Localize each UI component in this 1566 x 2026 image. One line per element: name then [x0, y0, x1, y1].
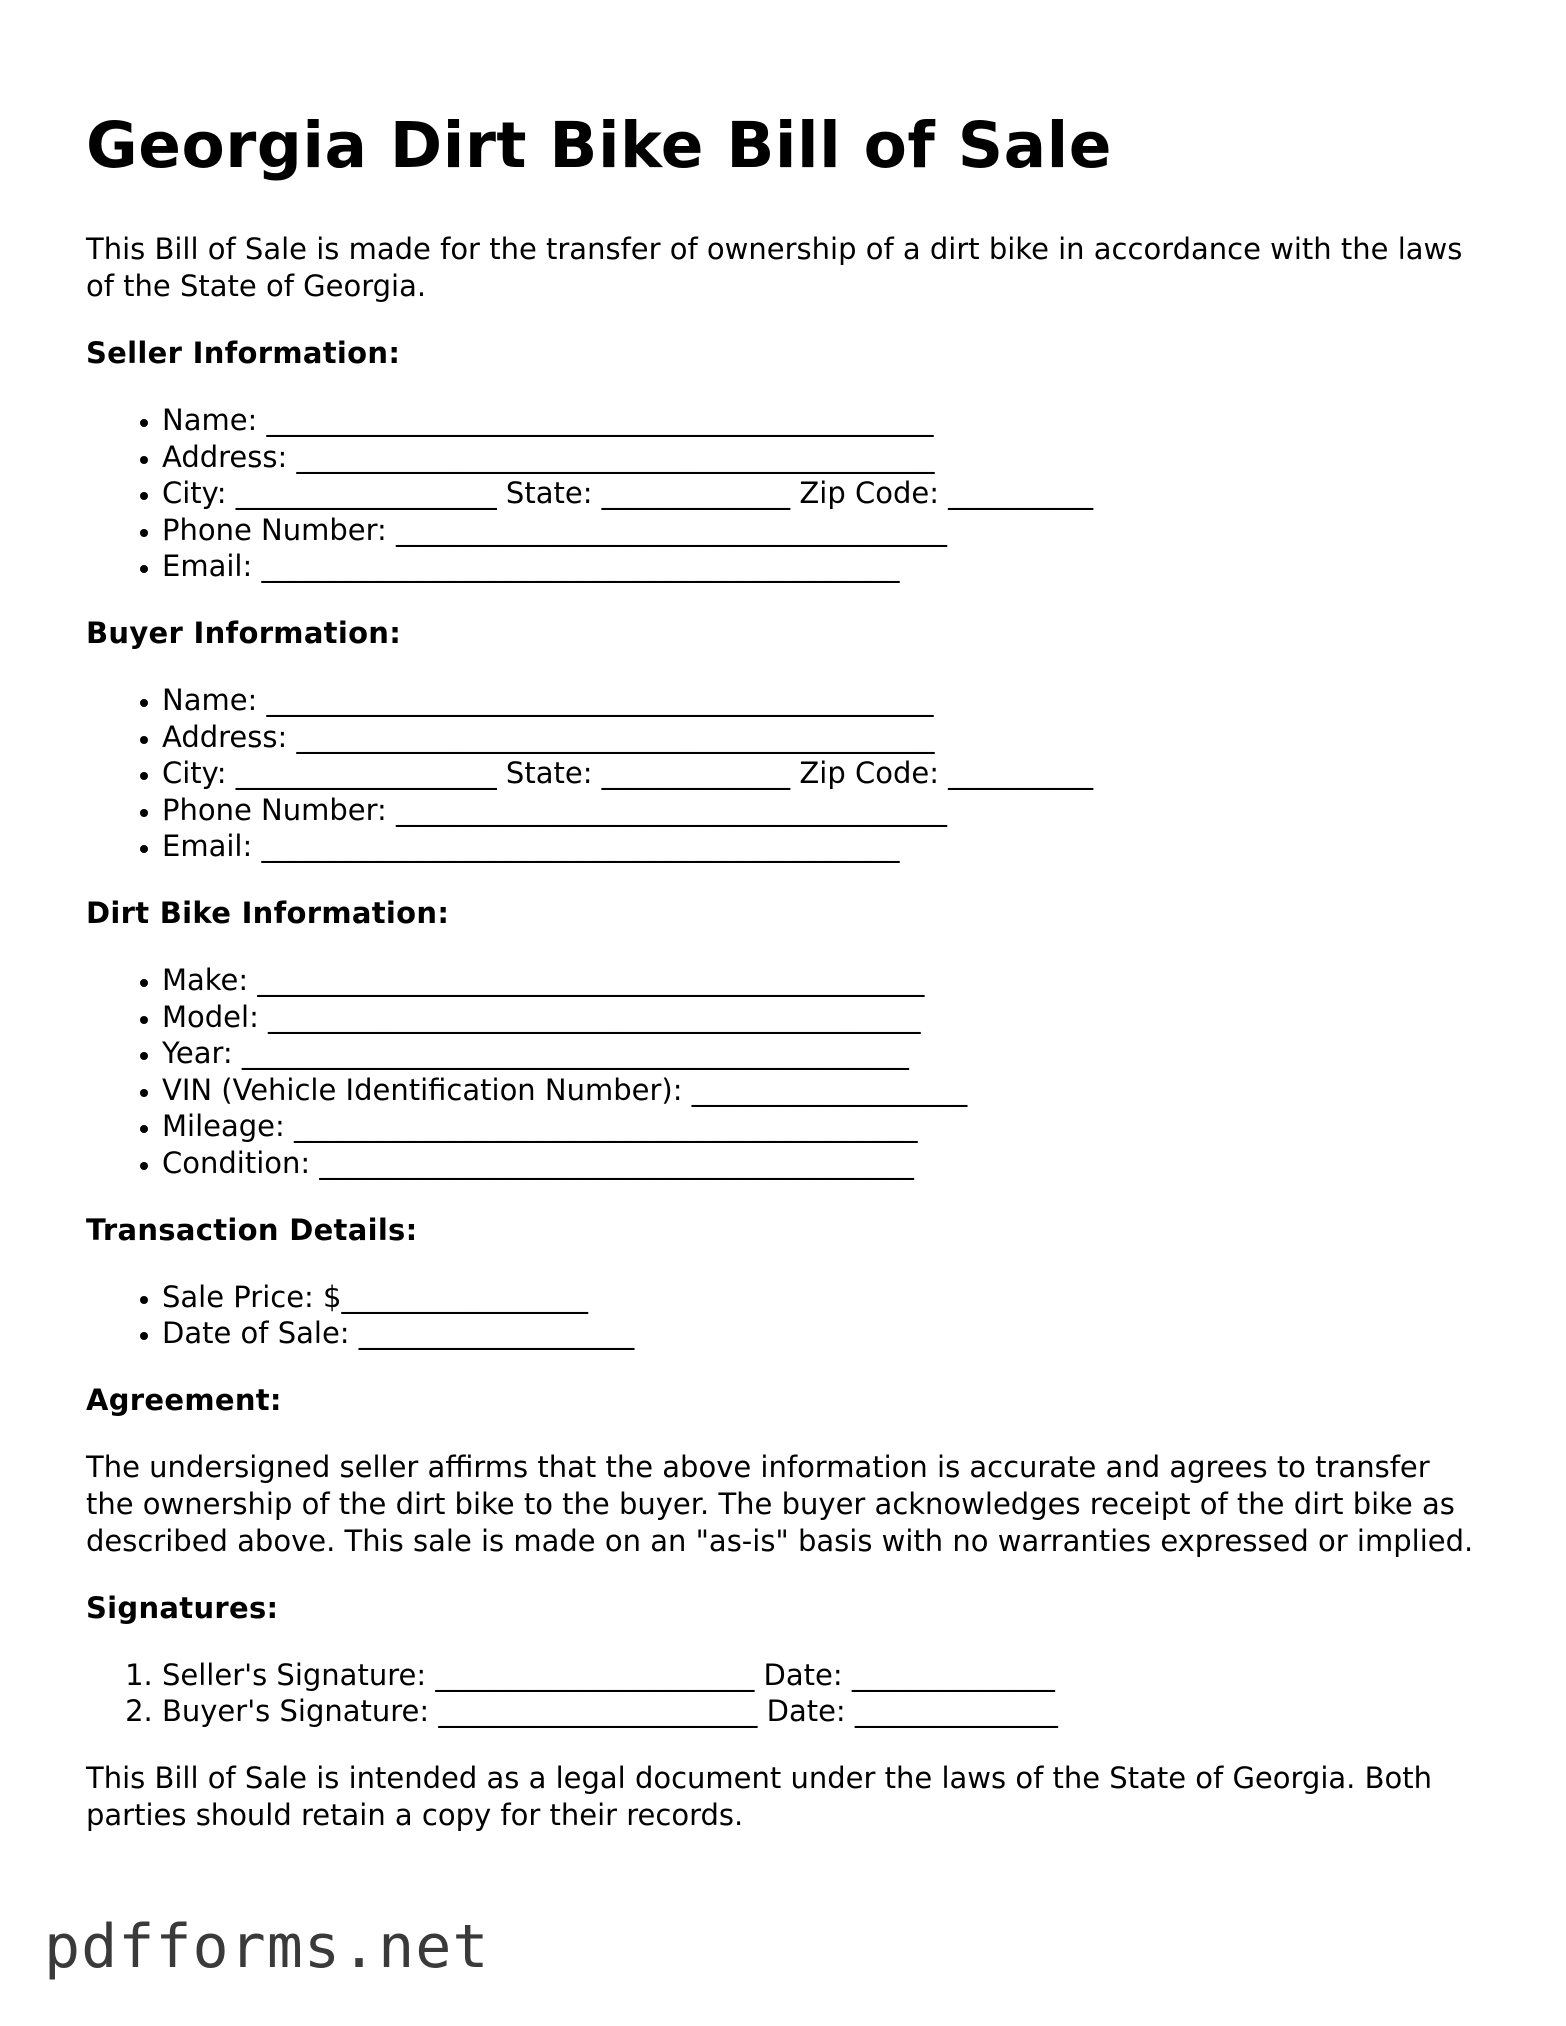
pdfforms-watermark: pdfforms.net [44, 1912, 490, 1982]
bike-make-field: • Make: ______________________________________________ [162, 962, 1486, 999]
bike-year-field: • Year: ______________________________________________ [162, 1035, 1486, 1072]
closing-paragraph: This Bill of Sale is intended as a legal document under the laws of the State of Georgia. Both parties should retain a copy for their records. [86, 1760, 1432, 1832]
buyer-fields-list [86, 682, 1486, 865]
buyer-name-field: • Name: ______________________________________________ [162, 682, 1486, 719]
bike-mileage-field: • Mileage: ___________________________________________ [162, 1108, 1486, 1145]
bike-fields-list [86, 962, 1486, 1182]
buyer-address-field: • Address: ____________________________________________ [162, 719, 1486, 756]
bike-heading: Dirt Bike Information: [86, 895, 450, 930]
sale-price-field: • Sale Price: $_________________ [162, 1279, 1486, 1316]
agreement-heading: Agreement: [86, 1382, 282, 1417]
seller-signature-field: 1. Seller's Signature: ______________________ Date: ______________ [162, 1657, 1486, 1694]
signatures-heading: Signatures: [86, 1590, 279, 1625]
buyer-city-state-zip-field: • City: __________________ State: _____________ Zip Code: __________ [162, 755, 1486, 792]
seller-fields-list [86, 402, 1486, 585]
sale-date-field: • Date of Sale: ___________________ [162, 1315, 1486, 1352]
document-title: Georgia Dirt Bike Bill of Sale [86, 109, 1112, 182]
seller-phone-field: • Phone Number: ______________________________________ [162, 512, 1486, 549]
intro-paragraph: This Bill of Sale is made for the transfer of ownership of a dirt bike in accordance with the laws of the State of Georgia. [86, 232, 1463, 303]
transaction-heading: Transaction Details: [86, 1212, 418, 1247]
agreement-paragraph: The undersigned seller affirms that the above information is accurate and agrees to transfer the ownership of the dirt bike to the buyer. The buyer acknowledges receipt of the dirt bike as described above. This sale is made on an "as-is" basis with no warranties expressed or implied. [86, 1449, 1474, 1558]
bike-model-field: • Model: _____________________________________________ [162, 999, 1486, 1036]
seller-address-field: • Address: ____________________________________________ [162, 439, 1486, 476]
seller-city-state-zip-field: • City: __________________ State: _____________ Zip Code: __________ [162, 475, 1486, 512]
buyer-email-field: • Email: ____________________________________________ [162, 828, 1486, 865]
signatures-list [86, 1657, 1486, 1730]
seller-name-field: • Name: ______________________________________________ [162, 402, 1486, 439]
bike-vin-field: • VIN (Vehicle Identification Number): ___________________ [162, 1072, 1486, 1109]
document-page [86, 108, 1486, 1864]
bike-condition-field: • Condition: _________________________________________ [162, 1145, 1486, 1182]
buyer-heading: Buyer Information: [86, 615, 402, 650]
seller-heading: Seller Information: [86, 336, 401, 370]
seller-email-field: • Email: ____________________________________________ [162, 548, 1486, 585]
transaction-fields-list [86, 1279, 1486, 1352]
buyer-signature-field: 2. Buyer's Signature: ______________________ Date: ______________ [162, 1693, 1486, 1730]
buyer-phone-field: • Phone Number: ______________________________________ [162, 792, 1486, 829]
